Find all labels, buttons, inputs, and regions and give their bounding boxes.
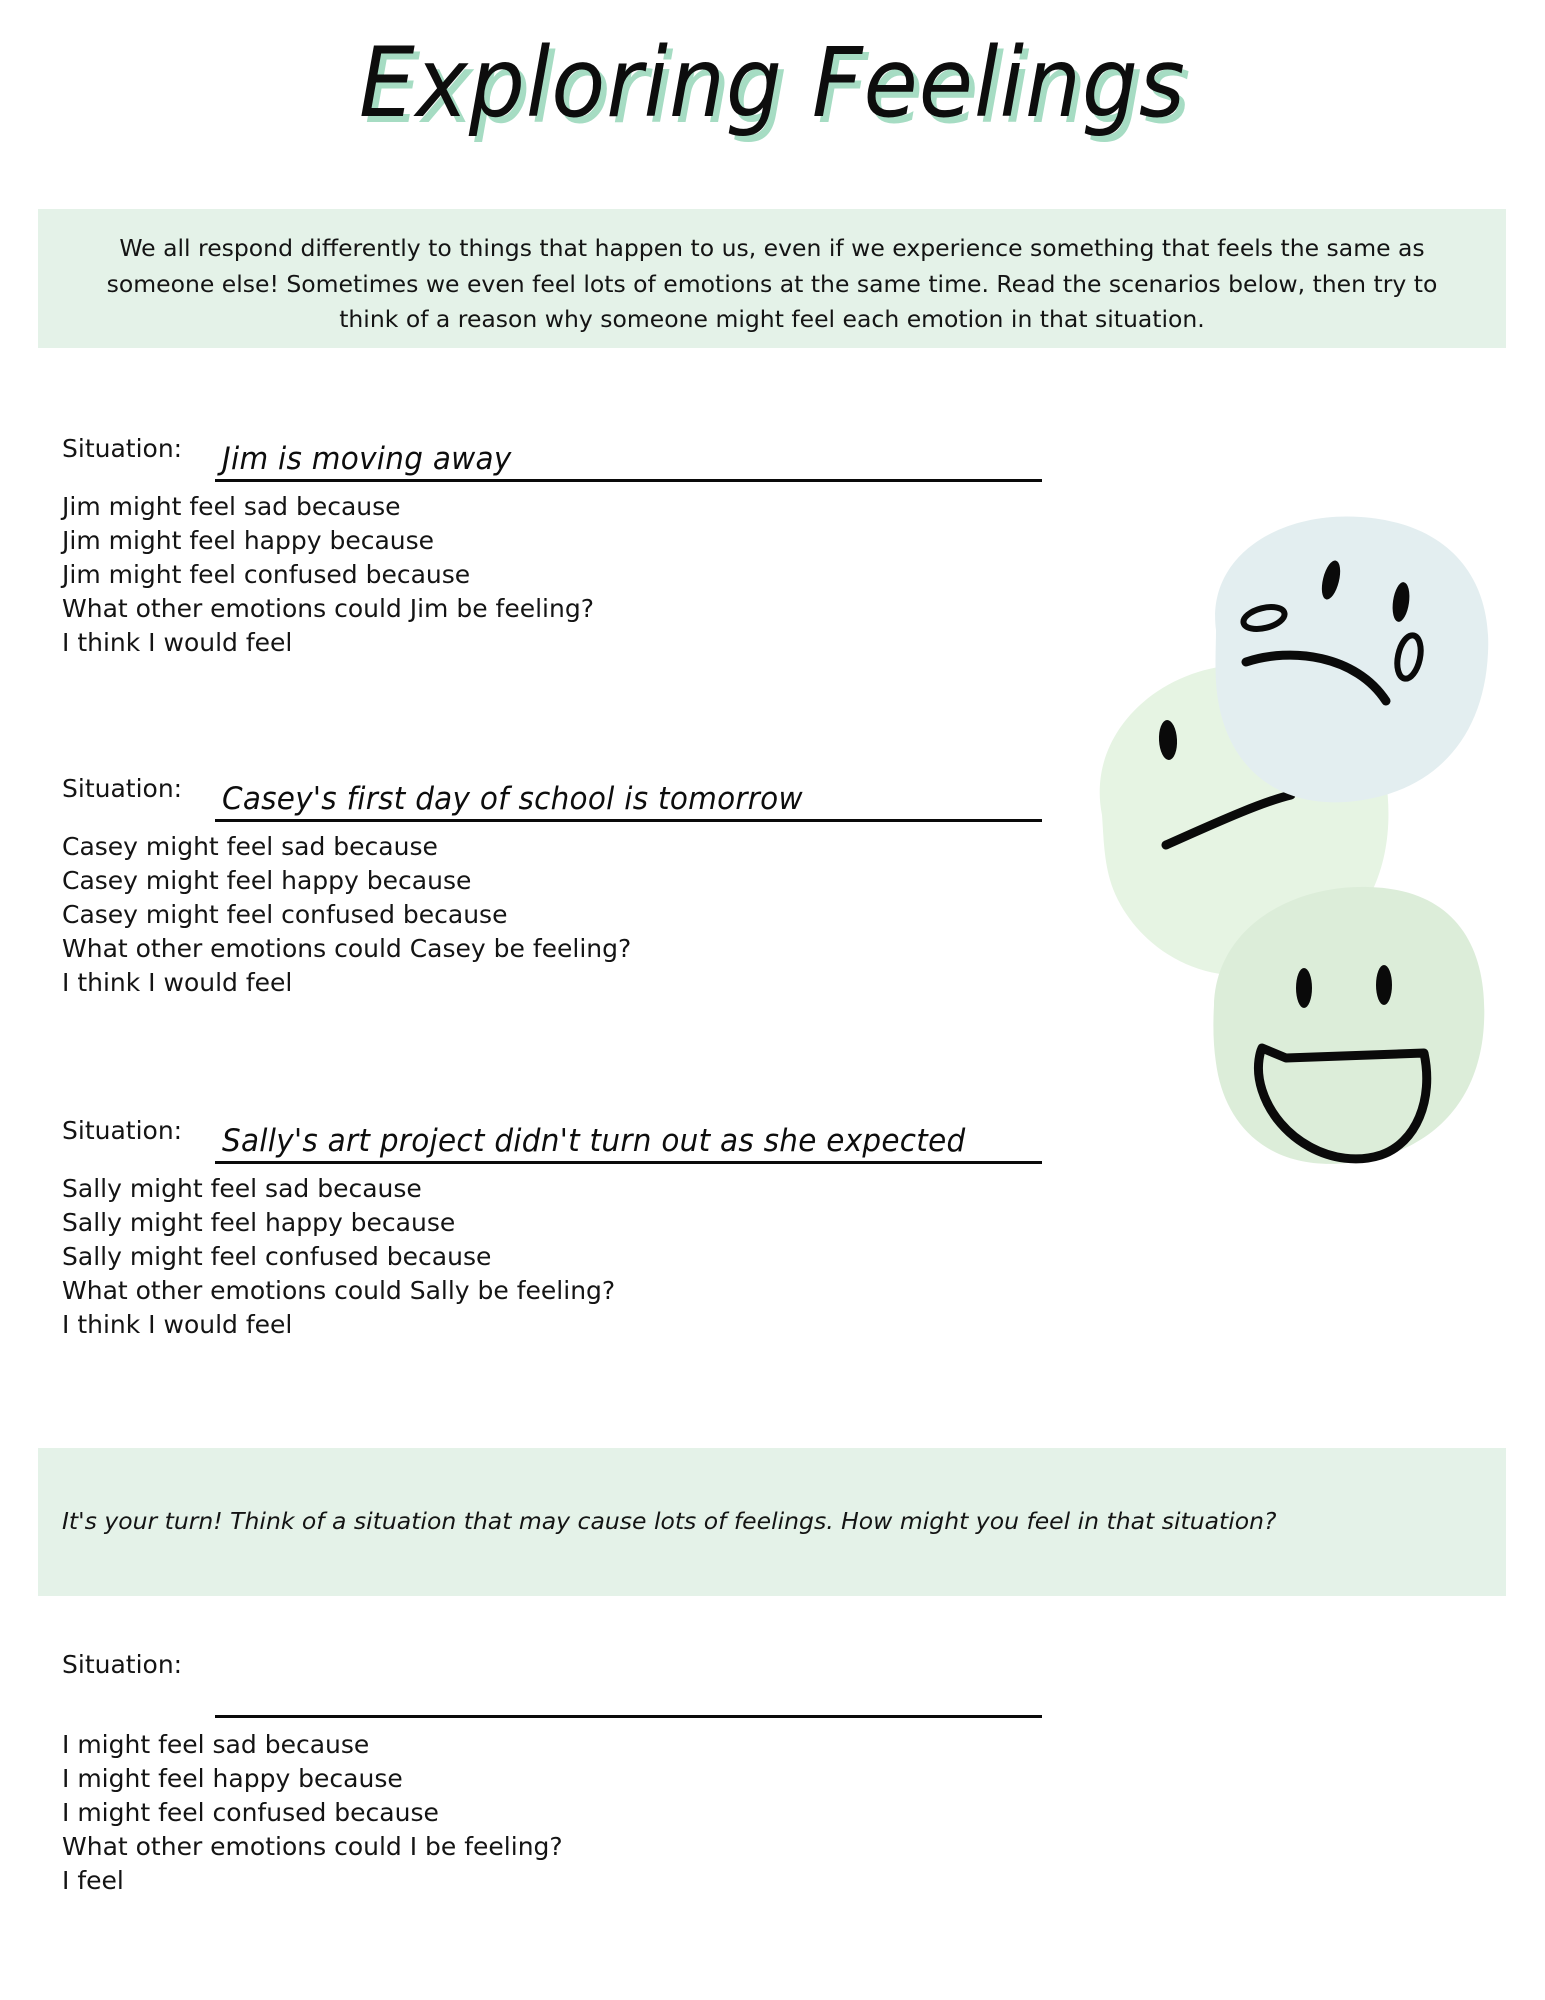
situation-write-line[interactable]: [215, 819, 1042, 822]
situation-label: Situation:: [62, 434, 183, 463]
prompt-list: [62, 830, 1042, 1000]
situation-write-line[interactable]: [215, 1715, 1042, 1718]
prompt-item: I think I would feel: [62, 628, 293, 657]
scenario-block-2: [62, 768, 1042, 1000]
happy-face-left-eye: [1296, 968, 1312, 1008]
happy-face-blob: [1213, 887, 1484, 1164]
scenario-block-1: [62, 428, 1042, 660]
emotion-faces-illustration: [1056, 505, 1545, 1245]
situation-answer[interactable]: Jim is moving away: [222, 441, 512, 477]
your-turn-banner: [38, 1448, 1506, 1596]
situation-write-line[interactable]: [215, 479, 1042, 482]
intro-banner: [38, 209, 1506, 348]
prompt-item: I might feel happy because: [62, 1764, 403, 1793]
prompt-item: Casey might feel confused because: [62, 900, 508, 929]
prompt-item: Jim might feel sad because: [62, 492, 401, 521]
crying-face: [1215, 516, 1488, 802]
page-title: Exploring Feelings: [359, 27, 1186, 139]
situation-answer[interactable]: Casey's first day of school is tomorrow: [222, 781, 803, 817]
prompt-item: Sally might feel happy because: [62, 1208, 456, 1237]
situation-row: [62, 768, 1042, 830]
faces-svg: [1056, 505, 1545, 1245]
situation-row: [62, 428, 1042, 490]
situation-label: Situation:: [62, 1650, 183, 1679]
scenario-block-3: [62, 1110, 1042, 1342]
situation-row: [62, 1650, 1042, 1728]
prompt-item: What other emotions could Jim be feeling?: [62, 594, 594, 623]
prompt-item: I feel: [62, 1866, 124, 1895]
prompt-item: I might feel confused because: [62, 1798, 439, 1827]
prompt-list: [62, 1172, 1042, 1342]
prompt-item: Jim might feel confused because: [62, 560, 471, 589]
situation-write-line[interactable]: [215, 1161, 1042, 1164]
prompt-item: Casey might feel happy because: [62, 866, 472, 895]
prompt-item: Sally might feel sad because: [62, 1174, 422, 1203]
intro-banner-text: We all respond differently to things that happen to us, even if we experience something that feels the same as someone else! Sometimes we even feel lots of emotions at the same time. Read the scenarios below, then try to think of a reason why someone might feel each emotion in that situation.: [106, 234, 1438, 334]
prompt-item: I think I would feel: [62, 1310, 293, 1339]
situation-label: Situation:: [62, 774, 183, 803]
happy-face-right-eye: [1376, 965, 1392, 1005]
situation-row: [62, 1110, 1042, 1172]
prompt-item: What other emotions could I be feeling?: [62, 1832, 563, 1861]
scenario-block-your-turn: [62, 1650, 1042, 1898]
prompt-item: What other emotions could Casey be feeling?: [62, 934, 632, 963]
prompt-item: What other emotions could Sally be feeling?: [62, 1276, 616, 1305]
prompt-item: Casey might feel sad because: [62, 832, 438, 861]
prompt-item: I think I would feel: [62, 968, 293, 997]
prompt-item: I might feel sad because: [62, 1730, 370, 1759]
situation-answer[interactable]: Sally's art project didn't turn out as she expected: [222, 1123, 966, 1159]
prompt-list: [62, 1728, 1042, 1898]
situation-label: Situation:: [62, 1116, 183, 1145]
your-turn-banner-text: It's your turn! Think of a situation that may cause lots of feelings. How might you feel in that situation?: [62, 1507, 1277, 1536]
prompt-list: [62, 490, 1042, 660]
page-title-container: [0, 28, 1545, 168]
prompt-item: Sally might feel confused because: [62, 1242, 492, 1271]
happy-face: [1213, 887, 1484, 1164]
prompt-item: Jim might feel happy because: [62, 526, 435, 555]
